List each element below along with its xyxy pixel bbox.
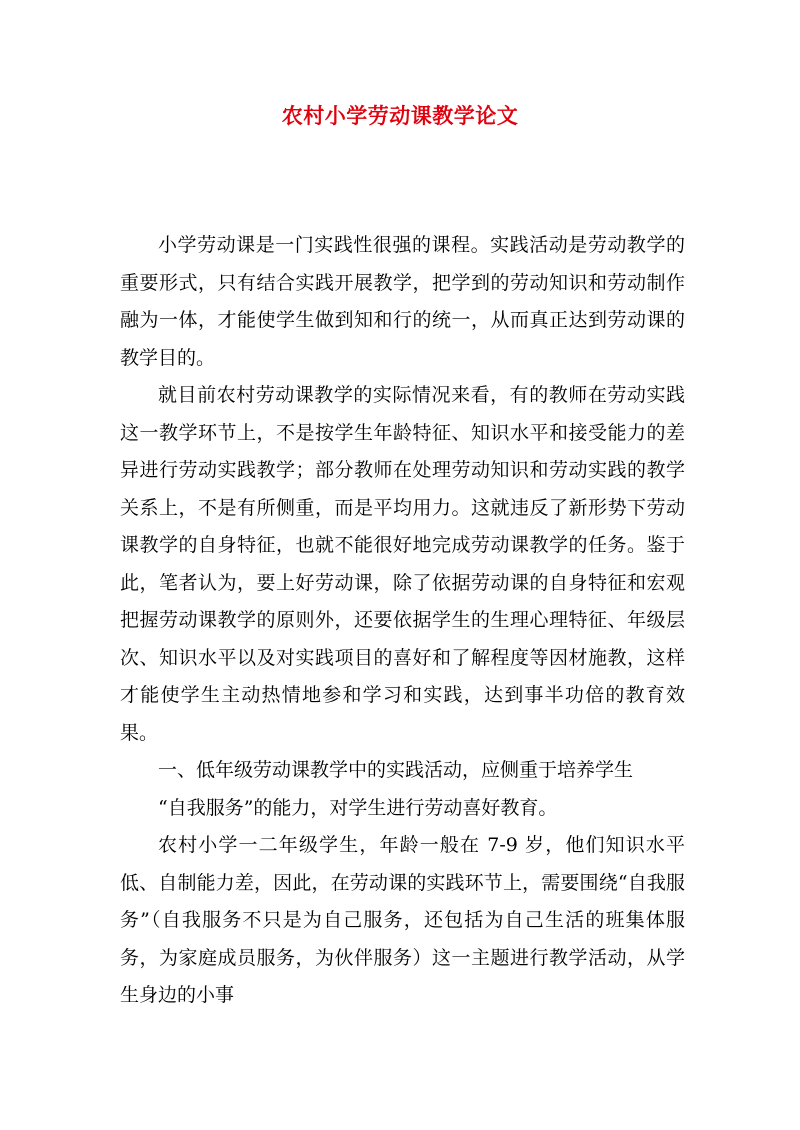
section-heading-1: 一、低年级劳动课教学中的实践活动，应侧重于培养学生 [158,759,634,781]
paragraph-current-situation: 就目前农村劳动课教学的实际情况来看，有的教师在劳动实践这一教学环节上，不是按学生年龄特征、知识水平和接受能力的差异进行劳动实践教学；部分教师在处理劳动知识和劳动实践的教学关系上，不是有所侧重，而是平均用力。这就违反了新形势下劳动课教学的自身特征，也就不能很好地完成劳动课教学的任务。鉴于此，笔者认为，要上好劳动课，除了依据劳动课的自身特征和宏观把握劳动课教学的原则外，还要依据学生的生理心理特征、年级层次、知识水平以及对实践项目的喜好和了解程度等因材施教，这样才能使学生主动热情地参和学习和实践，达到事半功倍的教育效果。 [120,384,685,744]
paragraph-intro: 小学劳动课是一门实践性很强的课程。实践活动是劳动教学的重要形式，只有结合实践开展教学，把学到的劳动知识和劳动制作融为一体，才能使学生做到知和行的统一，从而真正达到劳动课的教学目的。 [120,234,685,369]
document-body [120,227,685,1015]
paragraph-lower-grades: 农村小学一二年级学生，年龄一般在 7-9 岁，他们知识水平低、自制能力差，因此，在劳动课的实践环节上，需要围绕“自我服务”（自我服务不只是为自己服务，还包括为自己生活的班集体服务，为家庭成员服务，为伙伴服务）这一主题进行教学活动，从学生身边的小事 [120,834,685,1006]
section-heading-1-continued: “自我服务”的能力，对学生进行劳动喜好教育。 [158,796,558,819]
document-title: 农村小学劳动课教学论文 [281,103,519,128]
